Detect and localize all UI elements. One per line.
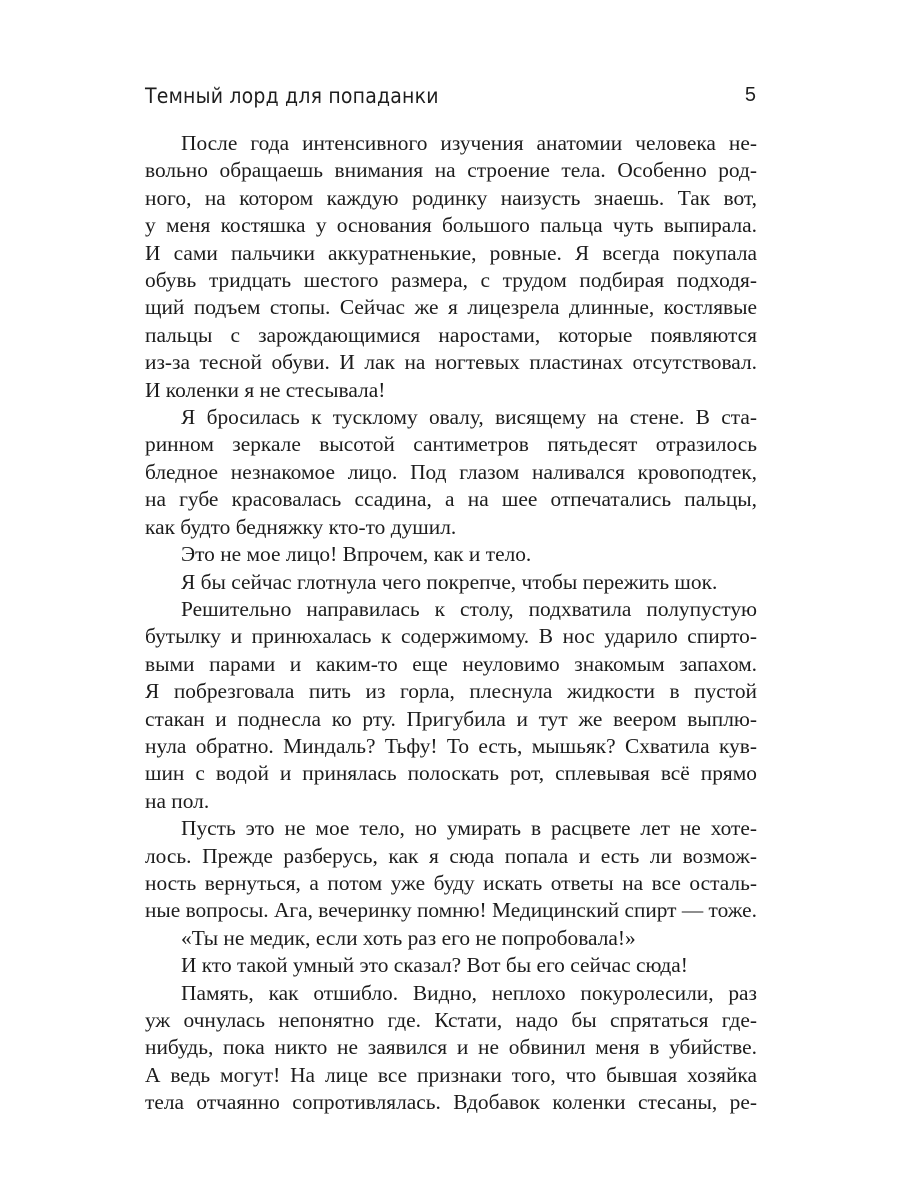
text-line: стакан и поднесла ко рту. Пригубила и тут же веером выплю- (145, 706, 757, 731)
text-line: Память, как отшибло. Видно, неплохо покуролесили, раз (181, 980, 757, 1005)
text-line: После года интенсивного изучения анатомии человека не- (181, 131, 757, 155)
text-line: лось. Прежде разберусь, как я сюда попала и есть ли возмож- (145, 843, 757, 868)
book-title: Темный лорд для попаданки (145, 84, 439, 108)
text-line: бледное незнакомое лицо. Под глазом наливался кровоподтек, (145, 459, 757, 484)
text-line: И кто такой умный это сказал? Вот бы его сейчас сюда! (181, 953, 688, 978)
body-text (145, 130, 757, 1117)
text-line: Пусть это не мое тело, но умирать в расцвете лет не хоте- (181, 816, 757, 841)
text-line: на пол. (145, 788, 210, 813)
text-line: ные вопросы. Ага, вечеринку помню! Медицинский спирт — тоже. (145, 898, 757, 923)
text-line: ринном зеркале высотой сантиметров пятьдесят отразилось (145, 432, 757, 457)
text-line: щий подъем стопы. Сейчас же я лицезрела длинные, костлявые (145, 295, 757, 320)
text-line: шин с водой и принялась полоскать рот, сплевывая всё прямо (145, 761, 757, 786)
text-line: на губе красовалась ссадина, а на шее отпечатались пальцы, (145, 487, 757, 512)
text-line: бутылку и принюхалась к содержимому. В нос ударило спирто- (145, 624, 757, 649)
text-line: уж очнулась непонятно где. Кстати, надо бы спрятаться где- (145, 1008, 757, 1032)
text-line: вольно обращаешь внимания на строение тела. Особенно род- (145, 158, 757, 183)
text-line: из-за тесной обуви. И лак на ногтевых пластинах отсутствовал. (145, 350, 757, 375)
running-header (145, 84, 756, 114)
text-line: «Ты не медик, если хоть раз его не попробовала!» (181, 925, 636, 950)
text-line: И коленки я не стесывала! (145, 377, 386, 402)
text-line: А ведь могут! На лице все признаки того, что бывшая хозяйка (145, 1062, 757, 1087)
text-line: Это не мое лицо! Впрочем, как и тело. (181, 542, 532, 567)
text-line: ность вернуться, а потом уже буду искать ответы на все осталь- (145, 870, 757, 895)
text-line: пальцы с зарождающимися наростами, которые появляются (145, 322, 757, 347)
text-line: тела отчаянно сопротивлялась. Вдобавок коленки стесаны, ре- (145, 1090, 757, 1115)
text-line: Я побрезговала пить из горла, плеснула жидкости в пустой (145, 679, 757, 704)
text-line: как будто бедняжку кто-то душил. (145, 514, 457, 539)
text-line: у меня костяшка у основания большого пальца чуть выпирала. (145, 213, 757, 238)
text-line: ного, на котором каждую родинку наизусть знаешь. Так вот, (145, 185, 757, 210)
text-line: обувь тридцать шестого размера, с трудом подбирая подходя- (145, 268, 757, 293)
text-line: нибудь, пока никто не заявился и не обвинил меня в убийстве. (145, 1035, 757, 1060)
text-line: Решительно направилась к столу, подхватила полупустую (181, 596, 757, 621)
text-line: Я бы сейчас глотнула чего покрепче, чтобы пережить шок. (181, 569, 718, 594)
page-number: 5 (744, 84, 756, 106)
text-line: выми парами и каким-то еще неуловимо знакомым запахом. (145, 651, 757, 676)
text-line: Я бросилась к тусклому овалу, висящему на стене. В ста- (181, 405, 757, 430)
text-line: И сами пальчики аккуратненькие, ровные. Я всегда покупала (145, 240, 757, 265)
text-line: нула обратно. Миндаль? Тьфу! То есть, мышьяк? Схватила кув- (145, 733, 757, 758)
